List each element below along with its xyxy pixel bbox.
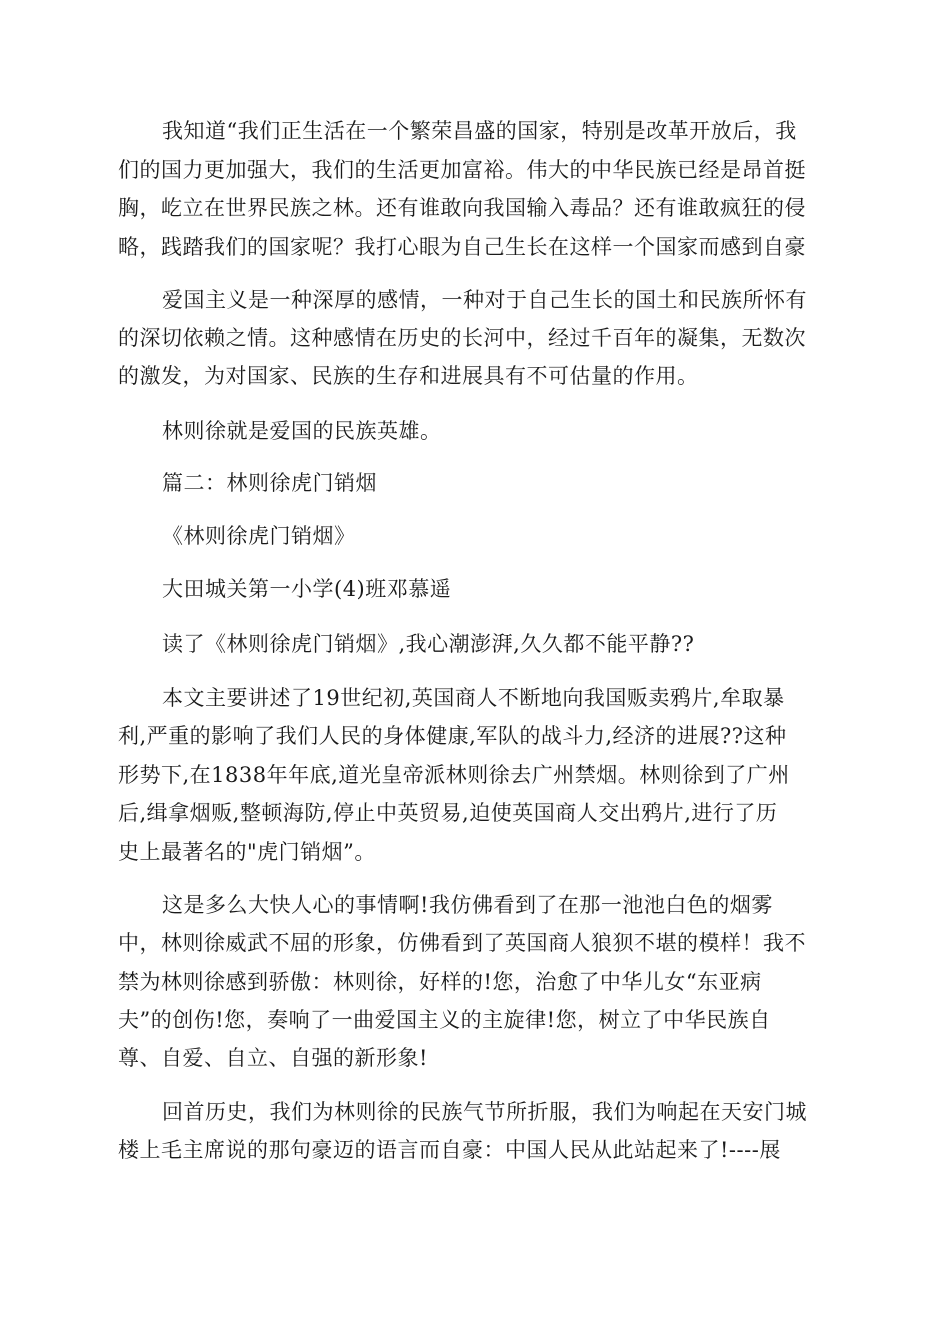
paragraph-line: 爱国主义是一种深厚的感情，一种对于自己生长的国土和民族所怀有	[162, 288, 807, 312]
paragraph-line: 这是多么大快人心的事情啊!我仿佛看到了在那一池池白色的烟雾	[162, 893, 773, 917]
paragraph-line: 形势下,在1838年年底,道光皇帝派林则徐去广州禁烟。林则徐到了广州	[118, 763, 790, 787]
paragraph-line: 后,缉拿烟贩,整顿海防,停止中英贸易,迫使英国商人交出鸦片,进行了历	[118, 801, 778, 825]
paragraph-line: 夫”的创伤!您，奏响了一曲爱国主义的主旋律!您，树立了中华民族自	[118, 1008, 771, 1032]
article-title: 《林则徐虎门销烟》	[162, 524, 356, 548]
paragraph-line: 本文主要讲述了19世纪初,英国商人不断地向我国贩卖鸦片,牟取暴	[162, 686, 785, 710]
paragraph-line: 中，林则徐威武不屈的形象，仿佛看到了英国商人狼狈不堪的模样！我不	[118, 931, 806, 955]
paragraph-line: 利,严重的影响了我们人民的身体健康,军队的战斗力,经济的进展??这种	[118, 724, 787, 748]
paragraph-line: 们的国力更加强大，我们的生活更加富裕。伟大的中华民族已经是昂首挺	[118, 158, 806, 182]
paragraph-line: 尊、自爱、自立、自强的新形象!	[118, 1046, 428, 1070]
paragraph-line: 我知道“我们正生活在一个繁荣昌盛的国家，特别是改革开放后，我	[162, 119, 797, 143]
paragraph-line: 回首历史，我们为林则徐的民族气节所折服，我们为响起在天安门城	[162, 1100, 807, 1124]
paragraph-line: 胸，屹立在世界民族之林。还有谁敢向我国输入毒品？还有谁敢疯狂的侵	[118, 196, 806, 220]
paragraph-line: 的激发，为对国家、民族的生存和进展具有不可估量的作用。	[118, 364, 699, 388]
article-author: 大田城关第一小学(4)班邓慕遥	[162, 577, 452, 601]
paragraph-line: 略，践踏我们的国家呢？我打心眼为自己生长在这样一个国家而感到自豪	[118, 235, 806, 259]
paragraph-line: 史上最著名的"虎门销烟”。	[118, 840, 376, 864]
paragraph-line: 的深切依赖之情。这种感情在历史的长河中，经过千百年的凝集，无数次	[118, 326, 806, 350]
paragraph-line: 林则徐就是爱国的民族英雄。	[162, 419, 442, 443]
paragraph-line: 禁为林则徐感到骄傲：林则徐，好样的!您，治愈了中华儿女“东亚病	[118, 970, 762, 994]
section-heading: 篇二：林则徐虎门销烟	[162, 471, 377, 495]
paragraph-line: 读了《林则徐虎门销烟》,我心潮澎湃,久久都不能平静??	[162, 632, 695, 656]
paragraph-line: 楼上毛主席说的那句豪迈的语言而自豪：中国人民从此站起来了!----展	[118, 1138, 781, 1162]
